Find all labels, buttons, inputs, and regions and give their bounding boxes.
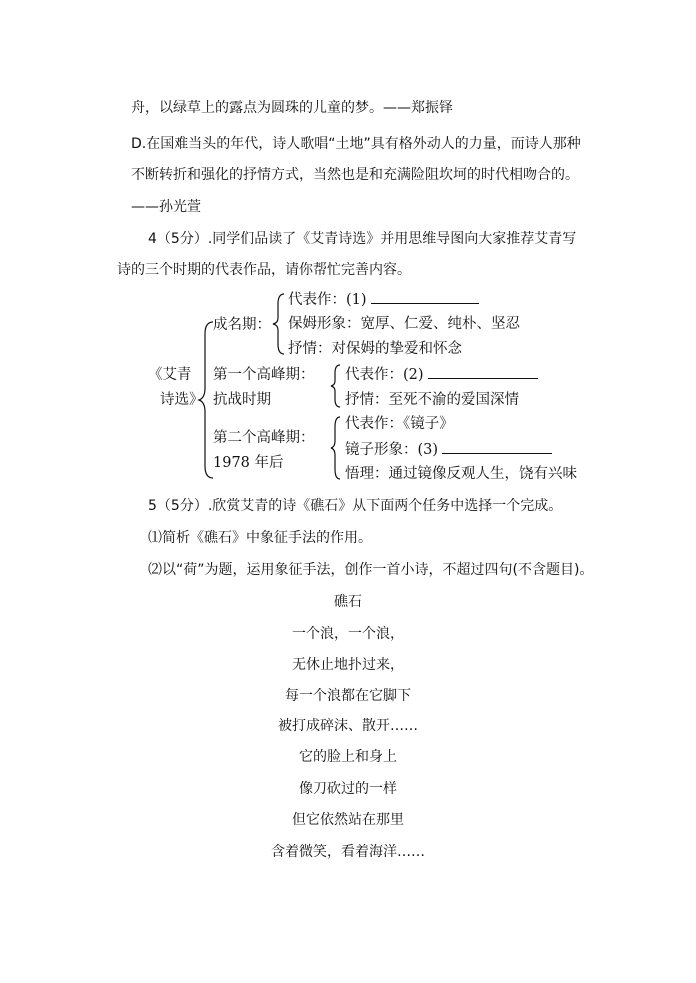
poem-line-4: 被打成碎沫、散开……	[278, 718, 418, 734]
period-2-item-2: 抒情：至死不渝的爱国深情	[345, 392, 519, 408]
period-1-item-1	[288, 289, 479, 310]
period-2-label-2: 抗战时期	[213, 392, 271, 408]
poem-line-2: 无休止地扑过来，	[292, 657, 404, 673]
author-signature: ——孙光萱	[131, 199, 201, 215]
mindmap-root-line-2: 诗选》	[160, 392, 204, 408]
poem-title: 礁石	[334, 594, 362, 610]
poem-line-6: 像刀砍过的一样	[299, 781, 397, 797]
period-3-label-2: 1978 年后	[213, 455, 284, 471]
period-3-item-1: 代表作：《镜子》	[345, 416, 454, 432]
poem-line-8: 含着微笑，看着海洋……	[271, 844, 425, 860]
mindmap-root-line-1: 《艾青	[148, 367, 192, 383]
period-2-brace	[330, 363, 344, 409]
poem-line-3: 每一个浪都在它脚下	[285, 688, 411, 704]
poem-line-1: 一个浪，一个浪，	[292, 626, 404, 642]
task-2: ⑵以“荷”为题，运用象征手法，创作一首小诗，不超过四句(不含题目)。	[148, 562, 594, 578]
option-d-line-2: 不断转折和强化的抒情方式，当然也是和充满险阻坎坷的时代相吻合的。	[131, 167, 579, 183]
question-4-line-1: 4（5分）.同学们品读了《艾青诗选》并用思维导图向大家推荐艾青写	[148, 231, 577, 247]
period-3-label-1: 第二个高峰期：	[213, 430, 315, 446]
period-3-brace	[330, 415, 344, 481]
poem-line-5: 它的脸上和身上	[299, 749, 397, 765]
paragraph-line-1: 舟，以绿草上的露点为圆珠的儿童的梦。——郑振铎	[131, 100, 453, 116]
period-1-item-3: 抒情：对保姆的挚爱和怀念	[288, 341, 462, 357]
answer-blank-3[interactable]	[442, 439, 552, 454]
option-d-line-1: D.在国难当头的年代，诗人歌唱“土地”具有格外动人的力量，而诗人那种	[131, 136, 581, 152]
period-2-label-1: 第一个高峰期：	[213, 367, 315, 383]
answer-blank-2[interactable]	[428, 364, 538, 379]
question-4-line-2: 诗的三个时期的代表作品，请你帮忙完善内容。	[117, 262, 411, 278]
period-3-item-2-text: 镜子形象：(3)	[345, 442, 439, 458]
poem-line-7: 但它依然站在那里	[292, 812, 404, 828]
period-2-item-1	[345, 364, 538, 385]
period-1-item-2: 保姆形象：宽厚、仁爱、纯朴、坚忍	[288, 316, 520, 332]
period-3-item-3: 悟理：通过镜像反观人生，饶有兴味	[345, 466, 577, 482]
task-1: ⑴简析《礁石》中象征手法的作用。	[148, 530, 372, 546]
period-1-brace	[272, 292, 288, 356]
period-1-label: 成名期：	[213, 317, 271, 333]
answer-blank-1[interactable]	[371, 289, 479, 304]
period-1-item-1-text: 代表作：(1)	[288, 292, 367, 308]
period-2-item-1-text: 代表作：(2)	[345, 367, 424, 383]
period-3-item-2	[345, 439, 552, 460]
question-5: 5（5分）.欣赏艾青的诗《礁石》从下面两个任务中选择一个完成。	[148, 498, 563, 514]
